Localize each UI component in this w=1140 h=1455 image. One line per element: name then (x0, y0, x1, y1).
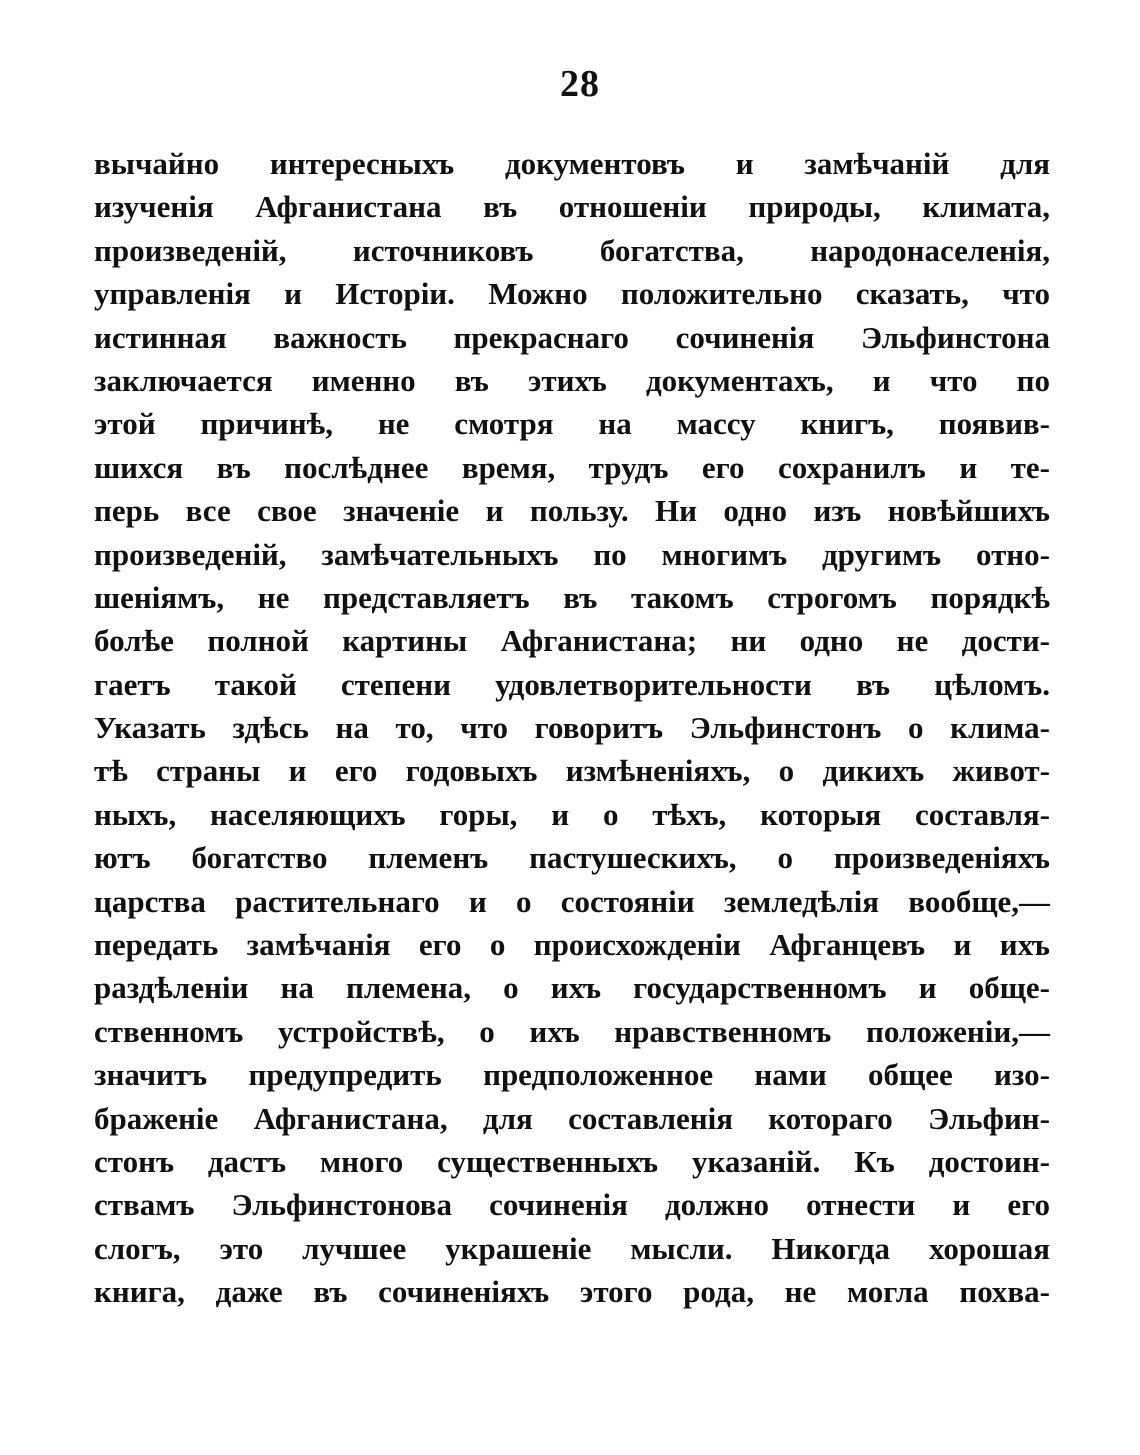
text-line: значитъ предупредить предположенное нами общее изо- (94, 1057, 1050, 1093)
text-line: ствамъ Эльфинстонова сочиненія должно отнести и его (94, 1187, 1050, 1223)
text-line: ственномъ устройствѣ, о ихъ нравственномъ положеніи,— (94, 1013, 1050, 1049)
text-line: тѣ страны и его годовыхъ измѣненіяхъ, о дикихъ живот- (94, 753, 1050, 789)
page-number: 28 (560, 63, 600, 105)
text-line: браженіе Афганистана, для составленія котораго Эльфин- (94, 1100, 1050, 1136)
text-line: истинная важность прекраснаго сочиненія Эльфинстона (94, 319, 1050, 355)
text-line: произведеній, замѣчательныхъ по многимъ другимъ отно- (94, 536, 1050, 572)
text-line: передать замѣчанія его о происхожденіи Афганцевъ и ихъ (94, 927, 1050, 963)
text-line: перь все свое значеніе и пользу. Ни одно изъ новѣйшихъ (94, 493, 1050, 529)
text-line: болѣе полной картины Афганистана; ни одно не дости- (94, 623, 1050, 659)
text-line: заключается именно въ этихъ документахъ, и что по (94, 362, 1050, 398)
text-line: книга, даже въ сочиненіяхъ этого рода, не могла похва- (94, 1274, 1050, 1310)
text-line: изученія Афганистана въ отношеніи природы, климата, (94, 189, 1050, 225)
text-line: этой причинѣ, не смотря на массу книгъ, появив- (94, 406, 1050, 442)
text-line: управленія и Исторіи. Можно положительно сказать, что (94, 276, 1050, 312)
text-line: ютъ богатство племенъ пастушескихъ, о произведеніяхъ (94, 840, 1050, 876)
text-line: шихся въ послѣднее время, трудъ его сохранилъ и те- (94, 449, 1050, 485)
text-line: Указать здѣсь на то, что говоритъ Эльфинстонъ о клима- (94, 710, 1050, 746)
body-text (94, 142, 1050, 1314)
text-line: шеніямъ, не представляетъ въ такомъ строгомъ порядкѣ (94, 579, 1050, 615)
text-line: произведеній, источниковъ богатства, народонаселенія, (94, 232, 1050, 268)
text-line: слогъ, это лучшее украшеніе мысли. Никогда хорошая (94, 1230, 1050, 1266)
text-line: стонъ дастъ много существенныхъ указаній. Къ достоин- (94, 1143, 1050, 1179)
text-line: раздѣленіи на племена, о ихъ государственномъ и обще- (94, 970, 1050, 1006)
text-line: вычайно интересныхъ документовъ и замѣчаній для (94, 146, 1050, 181)
text-line: царства растительнаго и о состояніи земледѣлія вообще,— (94, 883, 1050, 919)
text-line: ныхъ, населяющихъ горы, и о тѣхъ, которыя составля- (94, 796, 1050, 832)
text-line: гаетъ такой степени удовлетворительности въ цѣломъ. (94, 666, 1050, 702)
